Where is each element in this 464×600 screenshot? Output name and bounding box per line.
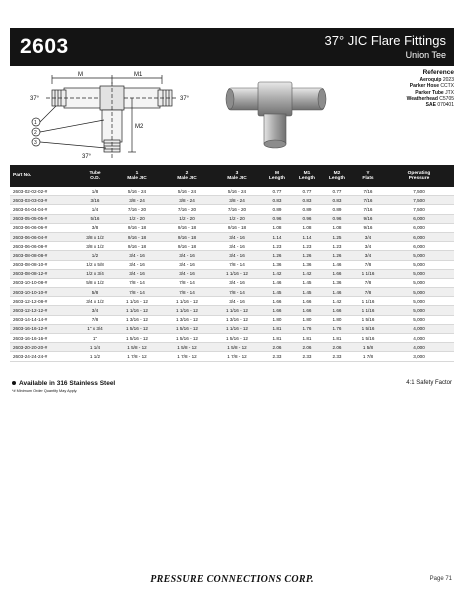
table-row bbox=[10, 232, 454, 241]
table-cell: 1 3/16 - 12 bbox=[212, 315, 262, 324]
table-cell: 0.89 bbox=[262, 205, 292, 214]
table-cell: 2603-14-14-14-# bbox=[10, 315, 78, 324]
table-cell: 2603-20-20-20-# bbox=[10, 343, 78, 352]
table-cell: 5,000 bbox=[384, 306, 454, 315]
table-cell: 1 5/16 - 12 bbox=[112, 324, 162, 333]
table-cell: 1.08 bbox=[292, 223, 322, 232]
table-cell: 7/8 - 14 bbox=[212, 260, 262, 269]
table-cell: 9/16 - 18 bbox=[212, 223, 262, 232]
angle-bottom-label: 37° bbox=[82, 154, 92, 160]
table-cell: 1.08 bbox=[262, 223, 292, 232]
table-cell: 2603-03-03-03-# bbox=[10, 196, 78, 205]
table-cell: 2603-06-06-06-# bbox=[10, 223, 78, 232]
table-cell: 1 5/16 - 12 bbox=[212, 334, 262, 343]
reference-line: Parker Hose CCTX bbox=[409, 83, 454, 90]
table-cell: 0.89 bbox=[322, 205, 352, 214]
table-cell: 7/16 - 20 bbox=[112, 205, 162, 214]
table-cell: 1.42 bbox=[292, 269, 322, 278]
table-cell: 1.26 bbox=[292, 251, 322, 260]
table-row bbox=[10, 324, 454, 333]
table-cell: 3/4 - 16 bbox=[162, 251, 212, 260]
table-cell: 7/8 bbox=[78, 315, 112, 324]
table-cell: 3/4 - 16 bbox=[212, 278, 262, 287]
table-cell: 1.26 bbox=[262, 251, 292, 260]
table-cell: 1.66 bbox=[322, 306, 352, 315]
table-cell: 7,500 bbox=[384, 196, 454, 205]
table-cell: 1" bbox=[78, 334, 112, 343]
table-cell: 1.81 bbox=[292, 334, 322, 343]
table-cell: 9/16 - 18 bbox=[162, 232, 212, 241]
table-cell: 1.76 bbox=[292, 324, 322, 333]
table-row bbox=[10, 251, 454, 260]
table-cell: 1" x 3/4 bbox=[78, 324, 112, 333]
table-cell: 1 3/16 - 12 bbox=[112, 315, 162, 324]
table-cell: 1 1/16 bbox=[352, 306, 384, 315]
table-cell: 1 1/16 bbox=[352, 269, 384, 278]
table-cell: 2603-02-02-02-# bbox=[10, 187, 78, 196]
table-cell: 1.42 bbox=[262, 269, 292, 278]
table-cell: 3/8 x 1/2 bbox=[78, 232, 112, 241]
table-row bbox=[10, 269, 454, 278]
table-cell: 1 1/16 - 12 bbox=[112, 306, 162, 315]
table-cell: 1/2 x 5/8 bbox=[78, 260, 112, 269]
table-cell: 5,000 bbox=[384, 315, 454, 324]
table-cell: 1.14 bbox=[292, 232, 322, 241]
callout-2: 2 bbox=[34, 130, 37, 136]
table-cell: 1.23 bbox=[262, 242, 292, 251]
table-header-cell: Tube O.D. bbox=[89, 170, 101, 181]
table-cell: 2603-12-12-08-# bbox=[10, 297, 78, 306]
footnote: *# Minimum Order Quantity May Apply. bbox=[12, 389, 78, 393]
table-cell: 1 3/16 - 12 bbox=[162, 315, 212, 324]
safety-factor: 4:1 Safety Factor bbox=[406, 380, 452, 386]
table-cell: 1.36 bbox=[262, 260, 292, 269]
table-cell: 1 5/8 - 12 bbox=[162, 343, 212, 352]
company-name: PRESSURE CONNECTIONS CORP. bbox=[150, 574, 314, 585]
table-cell: 3/8 - 24 bbox=[162, 196, 212, 205]
table-cell: 2603-06-06-04-# bbox=[10, 232, 78, 241]
table-cell: 1 1/16 - 12 bbox=[162, 306, 212, 315]
table-cell: 9/16 - 18 bbox=[162, 223, 212, 232]
table-cell: 3/4 - 16 bbox=[212, 232, 262, 241]
table-cell: 1/8 bbox=[78, 187, 112, 196]
table-cell: 5,000 bbox=[384, 278, 454, 287]
table-header-cell: M1 Length bbox=[299, 170, 315, 181]
table-cell: 1 5/8 - 12 bbox=[212, 343, 262, 352]
table-cell: 1.80 bbox=[322, 315, 352, 324]
table-cell: 3/8 - 24 bbox=[112, 196, 162, 205]
table-cell: 1.46 bbox=[322, 260, 352, 269]
table-header-cell: Operating Pressure bbox=[407, 170, 431, 181]
table-cell: 1 1/16 - 12 bbox=[112, 297, 162, 306]
table-row bbox=[10, 278, 454, 287]
callout-3: 3 bbox=[34, 140, 37, 146]
table-cell: 1.66 bbox=[292, 306, 322, 315]
reference-block bbox=[344, 70, 454, 108]
fitting-photo bbox=[220, 72, 332, 150]
table-cell: 1 1/16 bbox=[352, 297, 384, 306]
table-cell: 1.25 bbox=[322, 232, 352, 241]
table-cell: 1 1/16 - 12 bbox=[212, 306, 262, 315]
table-cell: 1 5/16 - 12 bbox=[112, 334, 162, 343]
table-cell: 1.36 bbox=[292, 260, 322, 269]
table-cell: 1 5/8 - 12 bbox=[112, 343, 162, 352]
table-cell: 1.66 bbox=[322, 269, 352, 278]
table-cell: 1.23 bbox=[322, 242, 352, 251]
table-cell: 3/4 - 16 bbox=[212, 251, 262, 260]
table-cell: 7/16 bbox=[352, 187, 384, 196]
table-cell: 1 1/16 - 12 bbox=[162, 297, 212, 306]
table-cell: 1.81 bbox=[322, 334, 352, 343]
table-cell: 9/16 - 18 bbox=[112, 242, 162, 251]
table-cell: 7/8 - 14 bbox=[162, 278, 212, 287]
table-header-cell: 2 Male JIC bbox=[177, 170, 197, 181]
table-cell: 3/8 - 24 bbox=[212, 196, 262, 205]
table-cell: 7/8 bbox=[352, 260, 384, 269]
table-cell: 3/4 - 16 bbox=[112, 251, 162, 260]
table-cell: 0.83 bbox=[322, 196, 352, 205]
spec-table bbox=[10, 165, 454, 362]
table-cell: 5,000 bbox=[384, 269, 454, 278]
table-cell: 3/16 bbox=[78, 196, 112, 205]
table-cell: 2603-12-12-12-# bbox=[10, 306, 78, 315]
table-header-cell: 1 Male JIC bbox=[127, 170, 147, 181]
table-cell: 2603-10-10-10-# bbox=[10, 288, 78, 297]
table-cell: 2603-24-24-24-# bbox=[10, 352, 78, 361]
table-cell: 2603-16-16-12-# bbox=[10, 324, 78, 333]
table-cell: 6,000 bbox=[384, 214, 454, 223]
table-cell: 2.33 bbox=[292, 352, 322, 361]
label-m: M bbox=[78, 72, 83, 78]
table-cell: 9/16 bbox=[352, 223, 384, 232]
technical-drawing bbox=[12, 70, 212, 160]
table-cell: 3/4 bbox=[352, 251, 384, 260]
table-cell: 1.14 bbox=[262, 232, 292, 241]
table-cell: 1 5/16 bbox=[352, 324, 384, 333]
product-subtitle: Union Tee bbox=[405, 50, 446, 60]
table-cell: 3/4 - 16 bbox=[112, 260, 162, 269]
table-cell: 5,000 bbox=[384, 288, 454, 297]
table-header-cell: 3 Male JIC bbox=[227, 170, 247, 181]
availability-note: Available in 316 Stainless Steel bbox=[12, 380, 115, 387]
table-cell: 1 7/8 - 12 bbox=[162, 352, 212, 361]
table-cell: 2.06 bbox=[322, 343, 352, 352]
table-cell: 2603-10-10-08-# bbox=[10, 278, 78, 287]
table-cell: 1 1/16 - 12 bbox=[212, 269, 262, 278]
table-cell: 1/4 bbox=[78, 205, 112, 214]
table-cell: 1/2 - 20 bbox=[212, 214, 262, 223]
table-cell: 1 5/16 - 12 bbox=[162, 334, 212, 343]
table-cell: 3/4 - 16 bbox=[212, 297, 262, 306]
table-cell: 3/4 bbox=[352, 232, 384, 241]
table-row bbox=[10, 187, 454, 196]
table-cell: 1.08 bbox=[322, 223, 352, 232]
table-cell: 7/8 - 14 bbox=[112, 288, 162, 297]
table-cell: 1 1/16 - 12 bbox=[212, 324, 262, 333]
table-cell: 1.23 bbox=[292, 242, 322, 251]
table-cell: 1 5/16 - 12 bbox=[162, 324, 212, 333]
label-m2: M2 bbox=[135, 124, 144, 130]
table-header-cell: Part No. bbox=[13, 173, 32, 179]
table-row bbox=[10, 205, 454, 214]
angle-right-label: 37° bbox=[180, 96, 190, 102]
table-cell: 5/16 - 24 bbox=[112, 187, 162, 196]
table-cell: 3/4 - 16 bbox=[162, 269, 212, 278]
table-cell: 1.45 bbox=[262, 288, 292, 297]
table-header-row bbox=[10, 165, 454, 187]
table-cell: 5/16 - 24 bbox=[162, 187, 212, 196]
header-bar bbox=[10, 28, 454, 66]
table-row bbox=[10, 214, 454, 223]
table-cell: 1.66 bbox=[292, 297, 322, 306]
table-cell: 1.80 bbox=[262, 315, 292, 324]
table-cell: 5/16 - 24 bbox=[212, 187, 262, 196]
reference-line: Parker Tube JTX bbox=[415, 89, 454, 96]
table-row bbox=[10, 288, 454, 297]
table-cell: 4,000 bbox=[384, 324, 454, 333]
table-cell: 4,000 bbox=[384, 334, 454, 343]
table-cell: 3/8 x 1/2 bbox=[78, 242, 112, 251]
table-cell: 1 5/16 bbox=[352, 315, 384, 324]
table-cell: 7/16 bbox=[352, 196, 384, 205]
table-cell: 7/8 - 14 bbox=[112, 278, 162, 287]
table-cell: 5,000 bbox=[384, 297, 454, 306]
angle-left-label: 37° bbox=[30, 96, 40, 102]
table-cell: 7/8 bbox=[352, 278, 384, 287]
table-cell: 2603-05-05-05-# bbox=[10, 214, 78, 223]
table-cell: 1.81 bbox=[262, 334, 292, 343]
table-cell: 2603-08-08-08-# bbox=[10, 251, 78, 260]
table-row bbox=[10, 242, 454, 251]
table-cell: 5/8 x 1/2 bbox=[78, 278, 112, 287]
table-cell: 0.77 bbox=[262, 187, 292, 196]
table-cell: 7,500 bbox=[384, 205, 454, 214]
table-cell: 1.36 bbox=[322, 278, 352, 287]
table-row bbox=[10, 334, 454, 343]
table-cell: 0.83 bbox=[292, 196, 322, 205]
table-cell: 1.81 bbox=[262, 324, 292, 333]
part-number-title: 2603 bbox=[20, 35, 69, 58]
reference-line: Aeroquip 2023 bbox=[419, 77, 454, 84]
page-number: Page 71 bbox=[429, 576, 452, 582]
table-cell: 5,000 bbox=[384, 251, 454, 260]
table-cell: 1.66 bbox=[262, 306, 292, 315]
table-row bbox=[10, 306, 454, 315]
table-cell: 2.06 bbox=[292, 343, 322, 352]
table-cell: 7/8 bbox=[352, 288, 384, 297]
table-cell: 7/8 - 14 bbox=[212, 288, 262, 297]
table-cell: 3,000 bbox=[384, 352, 454, 361]
table-cell: 3/4 - 16 bbox=[112, 269, 162, 278]
bullet-icon bbox=[12, 381, 16, 385]
table-row bbox=[10, 315, 454, 324]
table-cell: 7/8 - 14 bbox=[162, 288, 212, 297]
table-cell: 1.80 bbox=[292, 315, 322, 324]
table-cell: 3/4 bbox=[352, 242, 384, 251]
table-cell: 1/2 bbox=[78, 251, 112, 260]
table-cell: 1.66 bbox=[262, 297, 292, 306]
table-row bbox=[10, 343, 454, 352]
table-cell: 3/4 - 16 bbox=[162, 260, 212, 269]
label-m1: M1 bbox=[134, 72, 143, 78]
product-title: 37° JIC Flare Fittings bbox=[324, 33, 446, 48]
table-cell: 2603-06-06-08-# bbox=[10, 242, 78, 251]
reference-line: Weatherhead C5705 bbox=[406, 95, 454, 102]
table-cell: 3/8 bbox=[78, 223, 112, 232]
reference-title: Reference bbox=[422, 69, 454, 76]
table-cell: 1 1/4 bbox=[78, 343, 112, 352]
table-cell: 1.26 bbox=[322, 251, 352, 260]
table-cell: 0.96 bbox=[262, 214, 292, 223]
table-header-cell: M Length bbox=[269, 170, 285, 181]
table-cell: 1.45 bbox=[292, 288, 322, 297]
table-cell: 4,000 bbox=[384, 343, 454, 352]
table-cell: 1.42 bbox=[322, 297, 352, 306]
table-cell: 9/16 - 18 bbox=[112, 223, 162, 232]
table-cell: 6,000 bbox=[384, 242, 454, 251]
table-cell: 1 7/8 bbox=[352, 352, 384, 361]
table-cell: 5,000 bbox=[384, 260, 454, 269]
table-cell: 7/16 - 20 bbox=[162, 205, 212, 214]
table-cell: 1 5/16 bbox=[352, 334, 384, 343]
table-row bbox=[10, 352, 454, 361]
table-row bbox=[10, 223, 454, 232]
table-cell: 9/16 - 18 bbox=[112, 232, 162, 241]
table-cell: 1/2 - 20 bbox=[162, 214, 212, 223]
table-cell: 7/16 bbox=[352, 205, 384, 214]
table-cell: 6,000 bbox=[384, 232, 454, 241]
table-cell: 3/4 - 16 bbox=[212, 242, 262, 251]
table-cell: 1/2 - 20 bbox=[112, 214, 162, 223]
table-cell: 1 7/8 - 12 bbox=[112, 352, 162, 361]
callout-1: 1 bbox=[34, 120, 37, 126]
table-cell: 0.77 bbox=[292, 187, 322, 196]
table-cell: 6,000 bbox=[384, 223, 454, 232]
table-cell: 1/2 x 3/4 bbox=[78, 269, 112, 278]
table-cell: 3/4 bbox=[78, 306, 112, 315]
table-cell: 0.83 bbox=[262, 196, 292, 205]
table-cell: 1.76 bbox=[322, 324, 352, 333]
table-cell: 2603-16-16-16-# bbox=[10, 334, 78, 343]
table-cell: 9/16 - 18 bbox=[162, 242, 212, 251]
table-cell: 0.77 bbox=[322, 187, 352, 196]
table-cell: 5/16 bbox=[78, 214, 112, 223]
table-cell: 2603-04-04-04-# bbox=[10, 205, 78, 214]
table-cell: 3/4 x 1/2 bbox=[78, 297, 112, 306]
table-cell: 2603-08-08-12-# bbox=[10, 269, 78, 278]
table-cell: 1 5/8 bbox=[352, 343, 384, 352]
table-cell: 1 7/8 - 12 bbox=[212, 352, 262, 361]
table-cell: 1.46 bbox=[262, 278, 292, 287]
table-cell: 5/8 bbox=[78, 288, 112, 297]
table-cell: 2.33 bbox=[322, 352, 352, 361]
table-header-cell: Y Flats bbox=[362, 170, 374, 181]
table-cell: 0.89 bbox=[292, 205, 322, 214]
table-cell: 2.06 bbox=[262, 343, 292, 352]
table-cell: 1.46 bbox=[322, 288, 352, 297]
table-cell: 2603-08-08-10-# bbox=[10, 260, 78, 269]
reference-line: SAE 070401 bbox=[425, 102, 454, 109]
table-header-cell: M2 Length bbox=[329, 170, 345, 181]
table-cell: 1 1/2 bbox=[78, 352, 112, 361]
table-cell: 1.45 bbox=[292, 278, 322, 287]
table-cell: 0.96 bbox=[292, 214, 322, 223]
table-cell: 9/16 bbox=[352, 214, 384, 223]
table-cell: 2.33 bbox=[262, 352, 292, 361]
table-row bbox=[10, 196, 454, 205]
table-cell: 7/16 - 20 bbox=[212, 205, 262, 214]
table-row bbox=[10, 297, 454, 306]
table-cell: 0.96 bbox=[322, 214, 352, 223]
table-cell: 7,500 bbox=[384, 187, 454, 196]
table-row bbox=[10, 260, 454, 269]
